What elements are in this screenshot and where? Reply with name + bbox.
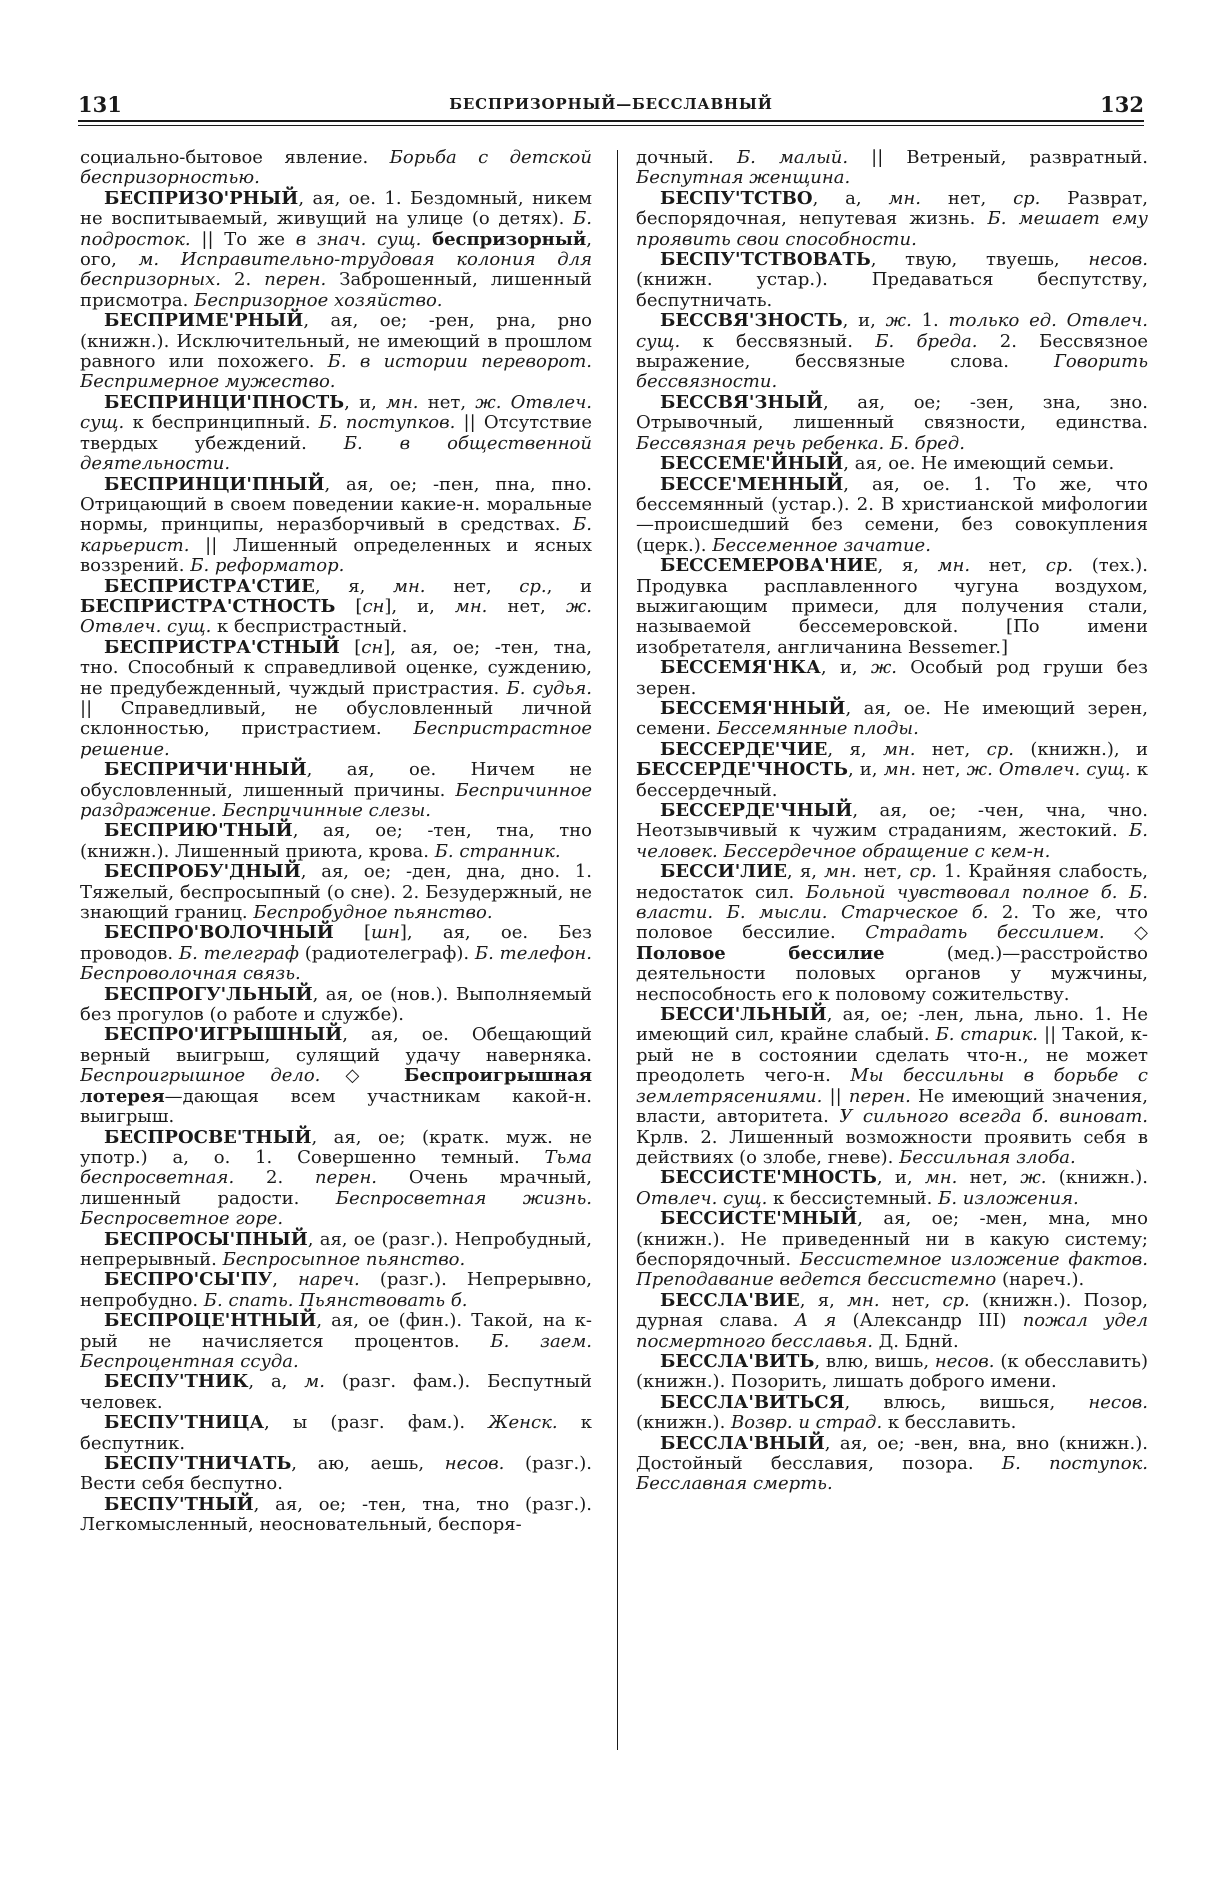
headword: БЕСПРИСТРА'СТИЕ [104, 575, 315, 597]
italic-text: Б. старик. [935, 1024, 1038, 1046]
headword: БЕСПРИЗО'РНЫЙ [104, 187, 299, 209]
entry-text: , ая, ое; -ден, дна, дно. 1. Тяжелый, беспросыпный (о сне). 2. Безудержный, не знающий границ. [80, 861, 592, 924]
entry-text: , ая, ое. Не имеющий зерен, семени. [636, 697, 1148, 740]
italic-text: Страдать бессилием. [865, 922, 1105, 944]
headword: БЕССВЯ'ЗНОСТЬ [660, 310, 843, 332]
entry-text: , ая, ое; -тен, тна, тно (книжн.). Лишенный приюта, крова. [80, 820, 592, 862]
italic-text: Б. телеграф [178, 942, 299, 964]
entry-text: нет, [425, 575, 520, 597]
entry-text: , ая, ое; -рен, рна, рно (книжн.). Исключительный, не имеющий в прошлом равного или похожего. [80, 310, 592, 373]
headword: БЕССЕМЕРОВА'НИЕ [660, 555, 878, 577]
italic-text: А я [794, 1310, 837, 1332]
entry-text: || Отсутствие твердых убеждений. [80, 412, 592, 454]
entry-text: , ая, ое (разг.). Непробудный, непрерывный. [80, 1228, 592, 1270]
entry-text: ], ая, ое; -тен, тна, тно. Способный к справедливой оценке, суждению, не предубежденный, чуждый пристрастия. [80, 636, 592, 699]
italic-text: ср. [909, 861, 937, 883]
italic-text: сн [362, 595, 385, 617]
italic-text: несов. [934, 1350, 995, 1372]
headword: БЕСПУ'ТНЫЙ [104, 1493, 254, 1515]
italic-text: мн. [393, 575, 426, 597]
italic-text: ж. [885, 310, 912, 332]
entry-text: , я, [786, 861, 825, 883]
entry-text: Заброшенный, лишенный присмотра. [80, 269, 592, 311]
entry-text: , ая, ое. Обещающий верный выигрыш, сулящий удачу наверняка. [80, 1024, 592, 1066]
entry-text: || Справедливый, не обусловленный личной склонностью, пристрастием. [80, 697, 592, 740]
dictionary-entry [636, 1393, 1148, 1434]
dictionary-entry [636, 1005, 1148, 1168]
italic-text: Беспробудное пьянство. [253, 902, 493, 924]
entry-text: нет, [916, 759, 967, 781]
dictionary-entry [636, 393, 1148, 454]
dictionary-entry [636, 250, 1148, 311]
entry-text: к бессвязный. [680, 330, 876, 352]
entry-text: , я, [314, 575, 394, 597]
headword: БЕСПРИНЦИ'ПНЫЙ [104, 473, 325, 495]
italic-text: ж. Отвлеч. сущ. [80, 595, 592, 638]
headword: БЕСПРО'СЫ'ПУ [104, 1269, 273, 1291]
dictionary-entry [636, 454, 1148, 474]
italic-text: Возвр. и страд. [731, 1412, 883, 1434]
entry-text: , аю, аешь, [291, 1453, 445, 1474]
entry-text: дочный. [636, 148, 737, 168]
italic-text: мн. [937, 555, 971, 577]
italic-text: мн. [888, 187, 921, 209]
headword: БЕСПРО'ИГРЫШНЫЙ [104, 1024, 343, 1046]
headword: БЕСПРОЦЕ'НТНЫЙ [104, 1310, 317, 1332]
headword: БЕССЕ'МЕННЫЙ [660, 473, 844, 495]
italic-text: Б. в истории переворот. Беспримерное мужество. [80, 351, 592, 393]
headword: БЕССЛА'ВИЕ [660, 1289, 800, 1311]
dictionary-entry [80, 1230, 592, 1271]
italic-text: м. [138, 249, 160, 271]
entry-text: [ [339, 636, 362, 658]
dictionary-entry [80, 1311, 592, 1372]
entry-text: Разврат, беспорядочная, непутевая жизнь. [636, 187, 1148, 230]
dictionary-entry [636, 658, 1148, 699]
entry-text: , и, [820, 657, 871, 679]
italic-text: мн. [924, 1167, 958, 1189]
italic-text: Беспросветная жизнь. Беспросветное горе. [80, 1187, 592, 1230]
dictionary-entry [80, 311, 592, 393]
headword: БЕСПРОСЫ'ПНЫЙ [104, 1228, 308, 1250]
entry-text: к беспринципный. [124, 412, 319, 434]
entry-text: (книжн.). [636, 1412, 732, 1434]
entry-text: (нареч.). [996, 1269, 1085, 1291]
headword: БЕСПУ'ТНИЧАТЬ [104, 1453, 292, 1474]
dictionary-entry [80, 760, 592, 821]
italic-text: перен. [848, 1085, 911, 1107]
italic-text: Говорить бессвязности. [636, 351, 1148, 393]
entry-text: 2. Бессвязное выражение, бессвязные слова. [636, 330, 1148, 373]
italic-text: ср. [986, 738, 1014, 760]
dictionary-entry [636, 556, 1148, 658]
dictionary-entry [80, 1270, 592, 1311]
dictionary-entry [80, 862, 592, 923]
dictionary-entry [80, 1454, 592, 1495]
italic-text: Б. малый. [736, 148, 849, 168]
dictionary-entry [636, 311, 1148, 393]
right-column [636, 148, 1148, 1878]
entry-text: (радиотелеграф). [298, 942, 475, 964]
italic-text: Мы бессильны в борьбе с землетрясениями. [636, 1065, 1148, 1107]
dictionary-entry [80, 638, 592, 760]
italic-text: ж. Отвлеч. сущ. [966, 759, 1131, 781]
entry-text: , ого, [80, 228, 592, 271]
headword: БЕССЕМЯ'ННЫЙ [660, 697, 846, 719]
italic-text: Бессеменное зачатие. [712, 534, 931, 556]
headword: БЕССЛА'ВИТЬ [660, 1350, 815, 1372]
italic-text: Беспричинное раздражение. Беспричинные слезы. [80, 779, 592, 821]
italic-text: Бессистемное изложение фактов. Преподавание ведется бессистемно [636, 1248, 1148, 1291]
dictionary-entry [80, 189, 592, 311]
dictionary-entry [80, 1128, 592, 1230]
entry-text: (книжн.). [1046, 1167, 1148, 1189]
headword: беспризорный [432, 228, 587, 250]
headword: БЕССЛА'ВНЫЙ [660, 1432, 825, 1454]
entry-text: , влю, вишь, [814, 1350, 935, 1372]
italic-text: мн. [883, 759, 917, 781]
italic-text: Тьма беспросветная. [80, 1146, 592, 1189]
headword: БЕССЕРДЕ'ЧИЕ [660, 738, 828, 760]
headword: БЕССЕМЕ'ЙНЫЙ [660, 453, 844, 475]
dictionary-entry [80, 577, 592, 638]
left-column [80, 148, 592, 1878]
entry-text: , влюсь, вишься, [844, 1391, 1089, 1413]
entry-text: (разг. фам.). Беспутный человек. [80, 1371, 592, 1413]
headword: БЕССЕРДЕ'ЧНЫЙ [660, 800, 853, 821]
entry-text: , ая, ое; -зен, зна, зно. Отрывочный, лишенный связности, единства. [636, 391, 1148, 434]
headword: БЕСПУ'ТСТВО [660, 187, 813, 209]
dictionary-entry [636, 475, 1148, 557]
entry-text: , ая, ое; -чен, чна, чно. Неотзывчивый к чужим страданиям, жестокий. [636, 800, 1148, 842]
italic-text: Б. бреда. [875, 330, 978, 352]
entry-text: , и, [876, 1167, 925, 1189]
entry-text: Не имеющий значения, власти, авторитета. [636, 1085, 1148, 1128]
entry-text: социально-бытовое явление. [80, 148, 390, 168]
italic-text: сн [361, 636, 384, 658]
entry-text: , ая, ое; -лен, льна, льно. 1. Не имеющий сил, крайне слабый. [636, 1004, 1148, 1046]
entry-text: , я, [877, 555, 938, 577]
dictionary-entry [80, 985, 592, 1026]
headword: БЕСПУ'ТНИК [104, 1371, 249, 1393]
italic-text: Б. странник. [434, 840, 561, 862]
italic-text: мн. [454, 595, 488, 617]
italic-text: Беспроигрышное дело. [80, 1065, 321, 1087]
entry-text: , и, [842, 310, 886, 332]
entry-text: Очень мрачный, лишенный радости. [80, 1167, 592, 1209]
headword: Половое бессилие [636, 942, 885, 964]
entry-text: (книжн.). Позор, дурная слава. [636, 1289, 1148, 1332]
italic-text: ср. [1045, 555, 1074, 577]
italic-text: ср. [942, 1289, 970, 1311]
italic-text: Б. реформатор. [190, 555, 345, 577]
italic-text: ж. [1020, 1167, 1047, 1189]
entry-text: нет, [487, 595, 566, 617]
dictionary-entry [636, 1168, 1148, 1209]
header-rule [78, 120, 1144, 122]
italic-text: ср. [1013, 187, 1041, 209]
entry-text: (разг.). Вести себя беспутно. [80, 1453, 592, 1495]
italic-text: в знач. сущ. [295, 228, 422, 250]
dictionary-entry [636, 1291, 1148, 1352]
dictionary-entry [636, 1209, 1148, 1291]
headword: БЕСПРОБУ'ДНЫЙ [104, 861, 301, 883]
entry-text: , я, [799, 1289, 848, 1311]
entry-text: нет, [418, 391, 476, 413]
entry-text: (книжн.), и [1013, 738, 1148, 760]
dictionary-entry [636, 740, 1148, 801]
italic-text: ж. [870, 657, 898, 679]
entry-text: нет, [957, 1167, 1021, 1189]
entry-text: || Такой, к-рый не в состоянии сделать что-н., не может преодолеть чего-н. [636, 1024, 1148, 1087]
dictionary-entry [80, 148, 592, 189]
italic-text: несов. [444, 1453, 505, 1474]
headword: БЕССИСТЕ'МНОСТЬ [660, 1167, 877, 1189]
entry-text: , ая, ое; -мен, мна, мно (книжн.). Не приведенный ни в какую систему; беспорядочный. [636, 1208, 1148, 1270]
italic-text: Б. в общественной деятельности. [80, 432, 592, 475]
italic-text: Б. человек. Бессердечное обращение с кем-н. [636, 820, 1148, 862]
entry-text: || Ветреный, развратный. [848, 148, 1148, 168]
entry-text: [ [333, 922, 371, 944]
headword: БЕССЕМЯ'НКА [660, 657, 821, 679]
dictionary-entry [636, 699, 1148, 740]
headword: БЕССЛА'ВИТЬСЯ [660, 1391, 845, 1413]
italic-text: мн. [824, 861, 857, 883]
italic-text: Борьба с детской беспризорностью. [80, 148, 592, 189]
entry-text: нет, [915, 738, 987, 760]
headword: БЕСПУ'ТСТВОВАТЬ [660, 249, 871, 271]
italic-text: Бессвязная речь ребенка. Б. бред. [636, 432, 965, 454]
headword: БЕССИ'ЛЬНЫЙ [660, 1004, 827, 1026]
entry-text: , [272, 1269, 299, 1291]
column-divider [617, 150, 618, 1750]
italic-text: Беспризорное хозяйство. [194, 289, 443, 311]
italic-text: Бессемянные плоды. [716, 718, 919, 740]
entry-text: , ая, ое. 1. Бездомный, никем не воспитываемый, живущий на улице (о детях). [80, 187, 592, 230]
headword: БЕСПРО'ВОЛОЧНЫЙ [104, 922, 334, 944]
entry-text: ◇ [320, 1065, 404, 1087]
entry-text: || Лишенный определенных и ясных воззрений. [80, 534, 592, 577]
entry-text: (книжн. устар.). Предаваться беспутству, беспутничать. [636, 269, 1148, 311]
italic-text: Бессильная злоба. [899, 1146, 1076, 1168]
entry-text: 1. [911, 310, 949, 332]
headword: Беспроигрышная лотерея [80, 1065, 592, 1107]
italic-text: Беспристрастное решение. [80, 718, 592, 760]
italic-text: м. [304, 1371, 325, 1393]
entry-text [421, 229, 432, 250]
entry-text: нет, [970, 555, 1046, 577]
italic-text: У сильного всегда б. виноват. [839, 1106, 1148, 1128]
entry-text: , ая, ое; -тен, тна, тно (разг.). Легкомысленный, неосновательный, беспоря- [80, 1493, 592, 1536]
entry-text: , а, [248, 1371, 305, 1393]
dictionary-entry [80, 1025, 592, 1127]
dictionary-entry [80, 821, 592, 862]
dictionary-entry [80, 475, 592, 577]
dictionary-entry [636, 148, 1148, 189]
entry-text: Крлв. 2. Лишенный возможности проявить себя в действиях (о злобе, гневе). [636, 1126, 1148, 1168]
entry-text: , я, [827, 738, 883, 760]
headword: БЕСПРИЮ'ТНЫЙ [104, 820, 293, 842]
dictionary-entry [80, 393, 592, 475]
entry-text: к беспутник. [80, 1412, 592, 1454]
headword: БЕСПРИСТРА'СТНОСТЬ [80, 595, 336, 617]
page-header [78, 92, 1144, 122]
headword: БЕСПРИНЦИ'ПНОСТЬ [104, 391, 345, 413]
headword: БЕССИ'ЛИЕ [660, 861, 787, 883]
entry-text: Д. Бднй. [872, 1330, 959, 1352]
entry-text: 2. [221, 269, 265, 291]
italic-text: несов. [1088, 249, 1148, 271]
entry-text: 1. Крайняя слабость, недостаток сил. [636, 861, 1148, 903]
italic-text: Женск. [488, 1412, 558, 1434]
italic-text: Б. мешает ему проявить свои способности. [636, 208, 1148, 250]
italic-text: Б. поступков. [318, 412, 456, 434]
entry-text: (тех.). Продувка расплавленного чугуна воздухом, выжигающим примеси, для получения стали, называемой бессемеровской. [По имени изобретателя, англичанина Bessemer.] [636, 555, 1148, 658]
entry-text: , твую, твуешь, [870, 249, 1089, 271]
headword: БЕСПРОГУ'ЛЬНЫЙ [104, 983, 313, 1005]
italic-text: нареч. [298, 1269, 360, 1291]
entry-text: ], ая, ое. Без проводов. [80, 922, 592, 964]
italic-text: Б. телефон. Беспроволочная связь. [80, 942, 592, 985]
italic-text: мн. [386, 391, 419, 413]
entry-text: , ая, ое; -вен, вна, вно (книжн.). Достойный бесславия, позора. [636, 1432, 1148, 1474]
entry-text: , а, [812, 187, 889, 209]
italic-text: Б. спать. Пьянствовать б. [203, 1289, 468, 1311]
italic-text: Б. подросток. [80, 208, 592, 250]
headword: БЕСПУ'ТНИЦА [104, 1412, 265, 1434]
entry-text: 2. [234, 1167, 316, 1189]
entry-text: к бессердечный. [636, 759, 1148, 801]
dictionary-entry [636, 189, 1148, 250]
italic-text: мн. [847, 1289, 880, 1311]
entry-text: (разг.). Непрерывно, непробудно. [80, 1269, 592, 1311]
dictionary-entry [80, 1372, 592, 1413]
entry-text: (Александр III) [836, 1310, 1023, 1332]
italic-text: несов. [1088, 1391, 1148, 1413]
italic-text: мн. [882, 738, 916, 760]
dictionary-entry [636, 862, 1148, 1005]
entry-text: 2. То же, что половое бессилие. [636, 902, 1148, 944]
headword: БЕСПРОСВЕ'ТНЫЙ [104, 1126, 312, 1148]
italic-text: Б. поступок. Бесславная смерть. [636, 1453, 1148, 1495]
italic-text: пожал удел посмертного бесславья. [636, 1310, 1148, 1352]
entry-text: (к обесславить) (книжн.). Позорить, лишать доброго имени. [636, 1350, 1148, 1393]
dictionary-entry [80, 1413, 592, 1454]
entry-text: , и, [847, 759, 884, 781]
italic-text: Б. заем. Беспроцентная ссуда. [80, 1330, 592, 1372]
italic-text: Беспутная женщина. [636, 167, 851, 189]
entry-text: к беспристрастный. [211, 616, 408, 638]
entry-text: , ая, ое (нов.). Выполняемый без прогулов (о работе и службе). [80, 983, 592, 1026]
italic-text: Больной чувствовал полное б. Б. власти. Б. мысли. Старческое б. [636, 881, 1148, 924]
entry-text: , ая, ое. Ничем не обусловленный, лишенный причины. [80, 759, 592, 801]
headword: БЕСПРИМЕ'РНЫЙ [104, 310, 304, 332]
entry-text: [ [335, 595, 363, 617]
italic-text: Отвлеч. сущ. [636, 1187, 768, 1209]
italic-text: шн [370, 922, 400, 944]
entry-text: , и, [344, 391, 387, 413]
entry-text: , ая, ое. Не имеющий семьи. [843, 453, 1115, 475]
italic-text: Б. изложения. [938, 1187, 1079, 1209]
headword: БЕСПРИЧИ'ННЫЙ [104, 759, 307, 781]
page-number-left: 131 [78, 92, 122, 117]
dictionary-entry [636, 801, 1148, 862]
entry-text: нет, [856, 861, 910, 883]
entry-text: ◇ [1104, 922, 1148, 944]
dictionary-entry [636, 1434, 1148, 1495]
entry-text: , ая, ое. 1. То же, что бессемянный (устар.). 2. В христианской мифологии—происшедший без семени, без совокупления (церк.). [636, 473, 1148, 556]
italic-text: перен. [315, 1167, 378, 1189]
headword: БЕССЕРДЕ'ЧНОСТЬ [636, 759, 848, 781]
italic-text: ж. Отвлеч. сущ. [80, 391, 592, 434]
italic-text: Беспросыпное пьянство. [222, 1248, 466, 1270]
entry-text: , ая, ое; (кратк. муж. не употр.) а, о. 1. Совершенно темный. [80, 1126, 592, 1168]
dictionary-entry [636, 1352, 1148, 1393]
dictionary-entry [80, 1495, 592, 1536]
entry-text: к бесславить. [882, 1412, 1017, 1434]
entry-text: —дающая всем участникам какой-н. выигрыш. [80, 1085, 592, 1128]
entry-text: , ая, ое; -пен, пна, пно. Отрицающий в своем поведении какие-н. моральные нормы, принципы, неразборчивый в средствах. [80, 473, 592, 536]
entry-text: , ая, ое (фин.). Такой, на к-рый не начисляется процентов. [80, 1310, 592, 1352]
italic-text: ср. [519, 575, 547, 597]
page-number-right: 132 [1100, 92, 1144, 117]
entry-text: || То же [190, 228, 296, 250]
entry-text: нет, [879, 1289, 943, 1311]
italic-text: только ед. Отвлеч. сущ. [636, 310, 1148, 352]
italic-text: Б. карьерист. [80, 514, 592, 556]
entry-text: к бессистемный. [767, 1187, 939, 1209]
headword: БЕСПРИСТРА'СТНЫЙ [104, 636, 340, 658]
running-head: БЕСПРИЗОРНЫЙ—БЕССЛАВНЫЙ [449, 95, 773, 113]
entry-text: (мед.)—расстройство деятельности половых органов у мужчины, неспособность его к половому сожительству. [636, 942, 1148, 1005]
entry-text: , и [546, 575, 592, 597]
entry-text: , ы (разг. фам.). [264, 1412, 489, 1434]
entry-text [159, 249, 181, 270]
headword: БЕССВЯ'ЗНЫЙ [660, 391, 823, 413]
entry-text: Особый род груши без зерен. [636, 657, 1148, 699]
dictionary-entry [80, 923, 592, 984]
entry-text: нет, [921, 187, 1014, 209]
headword: БЕССИСТЕ'МНЫЙ [660, 1208, 858, 1230]
italic-text: перен. [264, 269, 327, 291]
entry-text: ], и, [384, 595, 455, 617]
italic-text: Б. судья. [506, 677, 592, 699]
italic-text: Исправительно-трудовая колония для беспризорных. [80, 249, 592, 291]
entry-text: || [822, 1085, 849, 1107]
